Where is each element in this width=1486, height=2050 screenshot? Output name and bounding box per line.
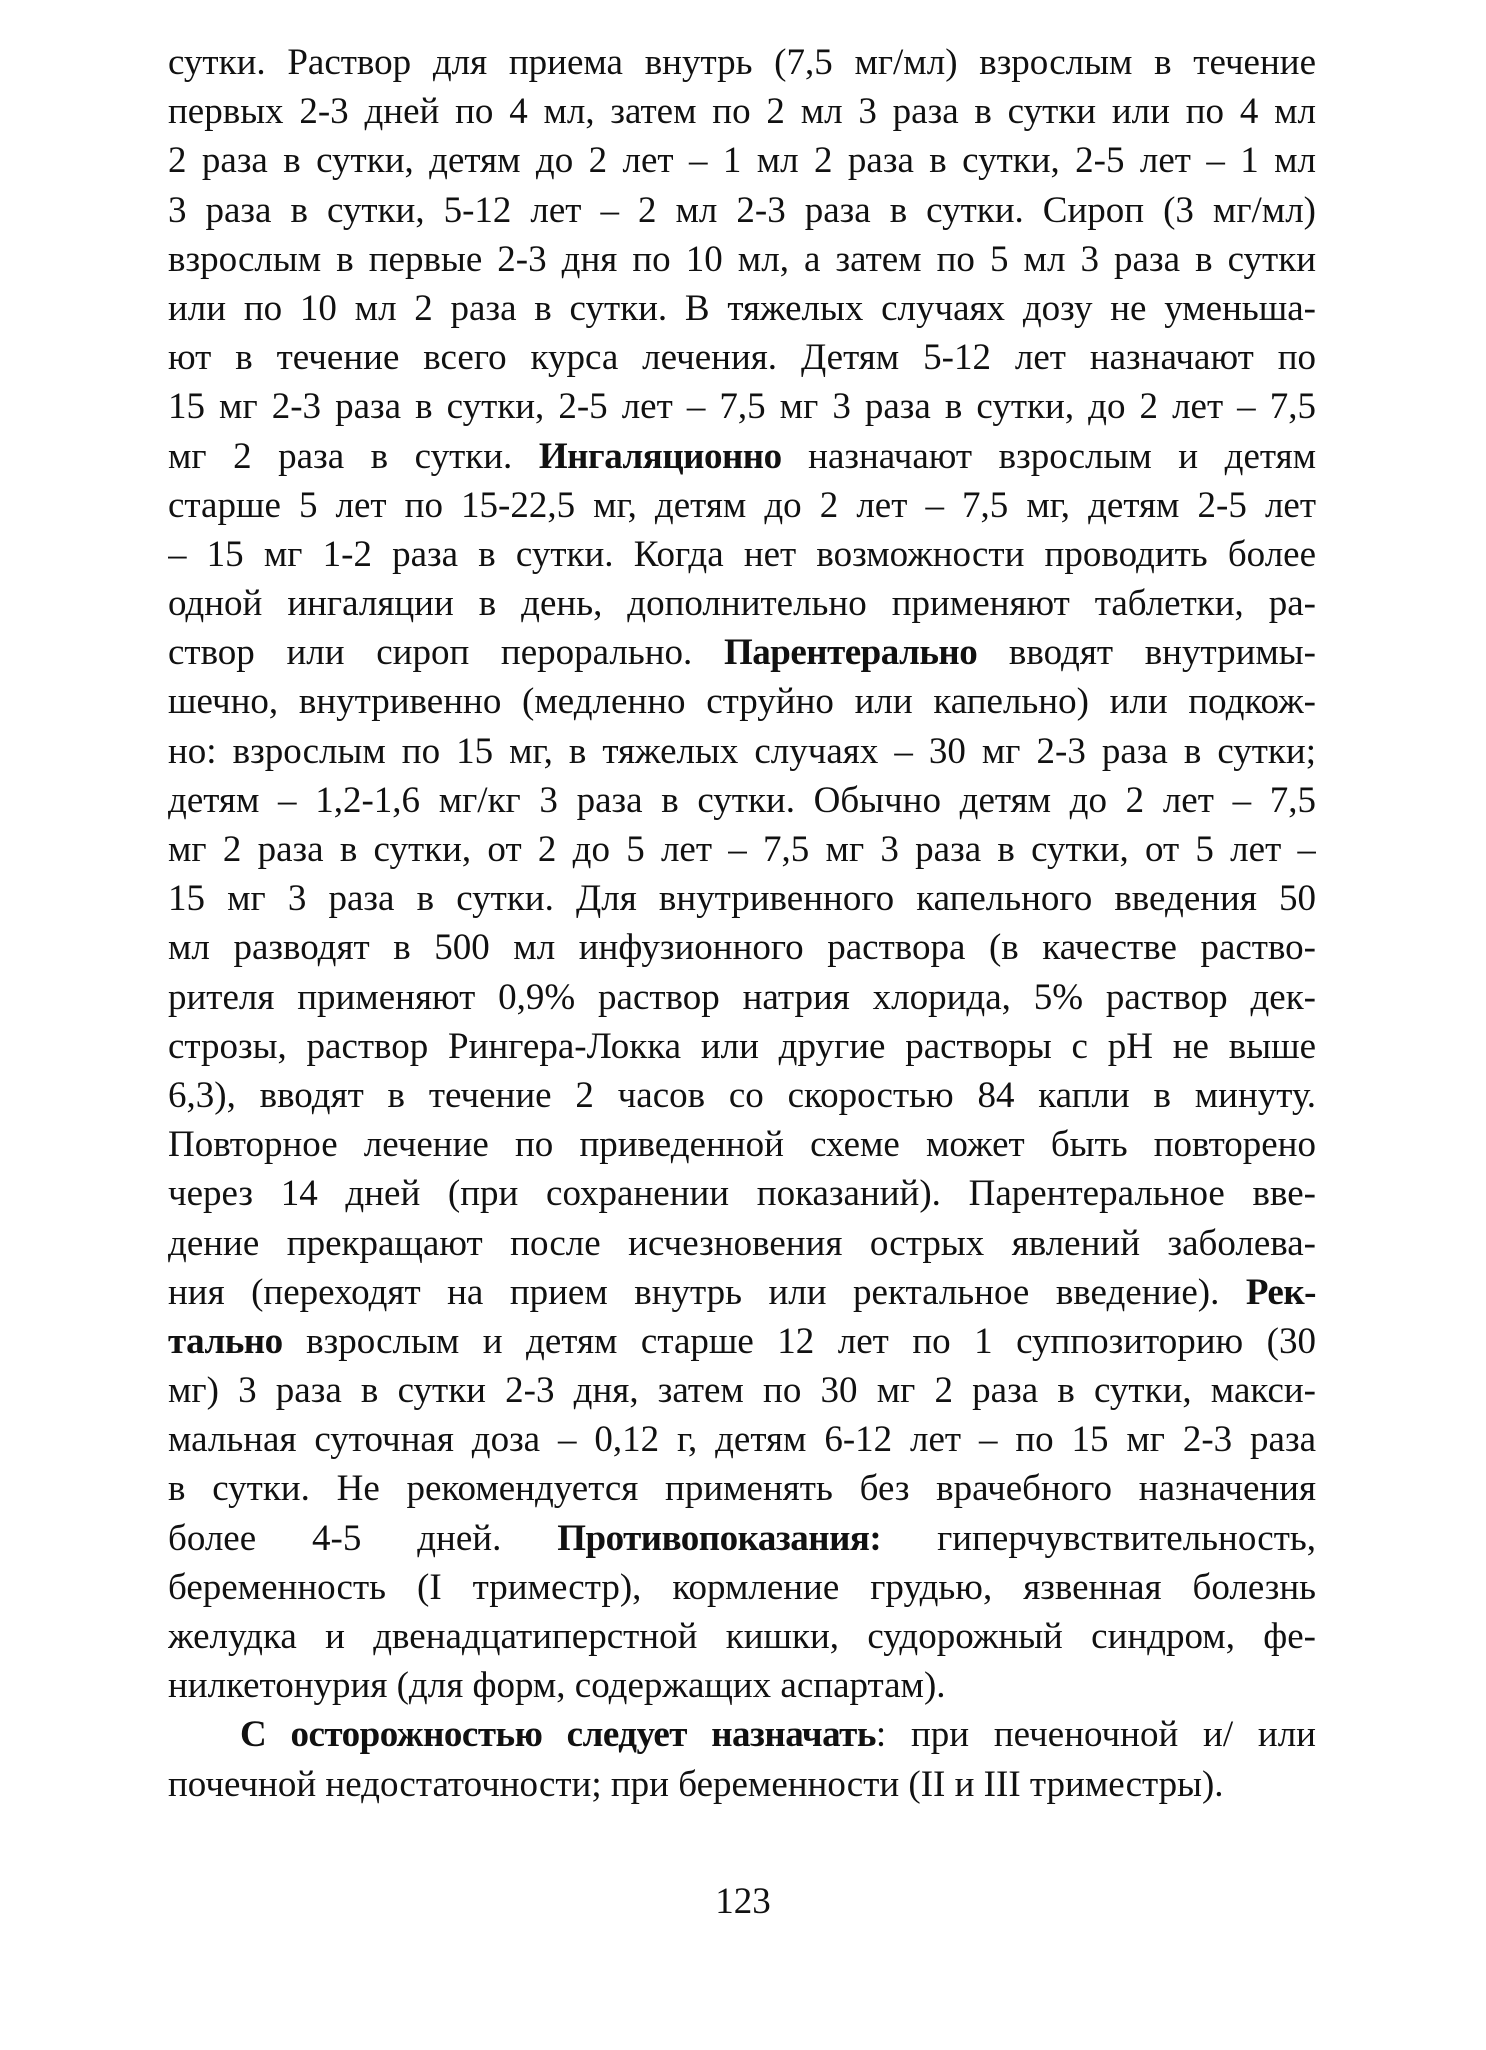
text-line [168, 874, 1316, 923]
page-number: 123 [715, 1881, 771, 1922]
text-run: назначают взрослым и детям [781, 435, 1316, 477]
bold-term: С осторожностью следует назначать [240, 1714, 876, 1756]
text-run: мг) 3 раза в сутки 2-3 дня, затем по 30 мг 2 раза в сутки, макси- [168, 1370, 1316, 1412]
text-line [168, 1514, 1316, 1563]
text-run: мг 2 раза в сутки. [168, 435, 539, 477]
text-line [168, 235, 1316, 284]
text-run: Повторное лечение по приведенной схеме может быть повторено [168, 1124, 1316, 1166]
text-run: вводят внутримы- [977, 632, 1316, 674]
text-line [168, 481, 1316, 530]
text-run: но: взрослым по 15 мг, в тяжелых случаях – 30 мг 2-3 раза в сутки; [168, 730, 1316, 772]
text-line [168, 1071, 1316, 1120]
paragraph-caution [168, 1710, 1316, 1808]
text-run: 15 мг 2-3 раза в сутки, 2-5 лет – 7,5 мг 3 раза в сутки, до 2 лет – 7,5 [168, 386, 1316, 428]
text-run: желудка и двенадцатиперстной кишки, судорожный синдром, фе- [168, 1616, 1316, 1657]
text-run: первых 2-3 дней по 4 мл, затем по 2 мл 3 раза в сутки или по 4 мл [168, 91, 1316, 133]
text-run: мг 2 раза в сутки, от 2 до 5 лет – 7,5 мг 3 раза в сутки, от 5 лет – [168, 829, 1316, 870]
text-line [168, 1317, 1316, 1366]
text-line [168, 628, 1316, 677]
text-run: почечной недостаточности; при беременности (II и III триместры). [168, 1763, 1224, 1805]
text-run: 2 раза в сутки, детям до 2 лет – 1 мл 2 раза в сутки, 2-5 лет – 1 мл [168, 140, 1316, 182]
text-run: взрослым и детям старше 12 лет по 1 суппозиторию (30 [282, 1320, 1316, 1362]
text-line [168, 1710, 1316, 1759]
text-line [168, 382, 1316, 431]
text-run: более 4-5 дней. [168, 1517, 558, 1559]
text-run: дение прекращают после исчезновения острых явлений заболева- [168, 1222, 1316, 1264]
text-line [168, 825, 1316, 874]
text-line [168, 333, 1316, 382]
text-run: беременность (I триместр), кормление грудью, язвенная болезнь [168, 1566, 1316, 1608]
text-run: мальная суточная доза – 0,12 г, детям 6-12 лет – по 15 мг 2-3 раза [168, 1419, 1316, 1461]
text-run: – 15 мг 1-2 раза в сутки. Когда нет возможности проводить более [168, 533, 1316, 575]
text-run: старше 5 лет по 15-22,5 мг, детям до 2 лет – 7,5 мг, детям 2-5 лет [168, 484, 1316, 526]
bold-term: Рек- [1245, 1271, 1316, 1313]
text-line [168, 1268, 1316, 1317]
text-run: шечно, внутривенно (медленно струйно или капельно) или подкож- [168, 681, 1316, 723]
text-run: или по 10 мл 2 раза в сутки. В тяжелых случаях дозу не уменьша- [168, 287, 1316, 329]
text-line [168, 1612, 1316, 1661]
text-line [168, 186, 1316, 235]
bold-term: Парентерально [723, 632, 978, 674]
text-run: через 14 дней (при сохранении показаний). Парентеральное вве- [168, 1173, 1316, 1215]
text-run: 6,3), вводят в течение 2 часов со скоростью 84 капли в минуту. [168, 1074, 1316, 1116]
text-run: : при печеночной и/ или [875, 1714, 1316, 1756]
text-line [168, 1022, 1316, 1071]
text-run: детям – 1,2-1,6 мг/кг 3 раза в сутки. Обычно детям до 2 лет – 7,5 [168, 779, 1316, 821]
text-line [168, 1464, 1316, 1513]
text-run: в сутки. Не рекомендуется применять без врачебного назначения [168, 1468, 1316, 1510]
text-line [168, 38, 1316, 87]
text-run: рителя применяют 0,9% раствор натрия хлорида, 5% раствор дек- [168, 976, 1316, 1018]
text-line [168, 973, 1316, 1022]
text-line [168, 1661, 1316, 1710]
text-line [168, 677, 1316, 726]
text-run: взрослым в первые 2-3 дня по 10 мл, а затем по 5 мл 3 раза в сутки [168, 238, 1316, 280]
text-line [168, 1366, 1316, 1415]
text-run: створ или сироп перорально. [168, 632, 724, 674]
text-run: 3 раза в сутки, 5-12 лет – 2 мл 2-3 раза в сутки. Сироп (3 мг/мл) [168, 189, 1316, 231]
bold-term: тально [168, 1320, 283, 1362]
paragraph-dosage [168, 38, 1316, 1710]
body-text [168, 38, 1316, 1809]
text-line [168, 579, 1316, 628]
text-line [168, 776, 1316, 825]
text-run: мл разводят в 500 мл инфузионного раствора (в качестве раство- [168, 927, 1316, 969]
text-line [168, 1219, 1316, 1268]
text-line [168, 1120, 1316, 1169]
text-run: гиперчувствительность, [881, 1517, 1316, 1559]
text-run: ют в течение всего курса лечения. Детям 5-12 лет назначают по [168, 337, 1316, 379]
text-run: 15 мг 3 раза в сутки. Для внутривенного капельного введения 50 [168, 878, 1316, 920]
text-line [168, 136, 1316, 185]
text-line [168, 1760, 1316, 1809]
text-line [168, 284, 1316, 333]
text-run: одной ингаляции в день, дополнительно применяют таблетки, ра- [168, 583, 1316, 625]
bold-term: Противопоказания: [557, 1517, 882, 1559]
text-run: строзы, раствор Рингера-Локка или другие растворы с pH не выше [168, 1025, 1316, 1067]
text-line [168, 530, 1316, 579]
text-line [168, 1563, 1316, 1612]
text-run: сутки. Раствор для приема внутрь (7,5 мг/мл) взрослым в течение [168, 42, 1316, 83]
text-run: нилкетонурия (для форм, содержащих аспартам). [168, 1665, 946, 1707]
text-line [168, 1169, 1316, 1218]
text-line [168, 87, 1316, 136]
bold-term: Ингаляционно [538, 435, 782, 477]
text-line [168, 1415, 1316, 1464]
text-line [168, 923, 1316, 972]
text-line [168, 727, 1316, 776]
text-run: ния (переходят на прием внутрь или ректальное введение). [168, 1271, 1246, 1313]
text-line [168, 432, 1316, 481]
